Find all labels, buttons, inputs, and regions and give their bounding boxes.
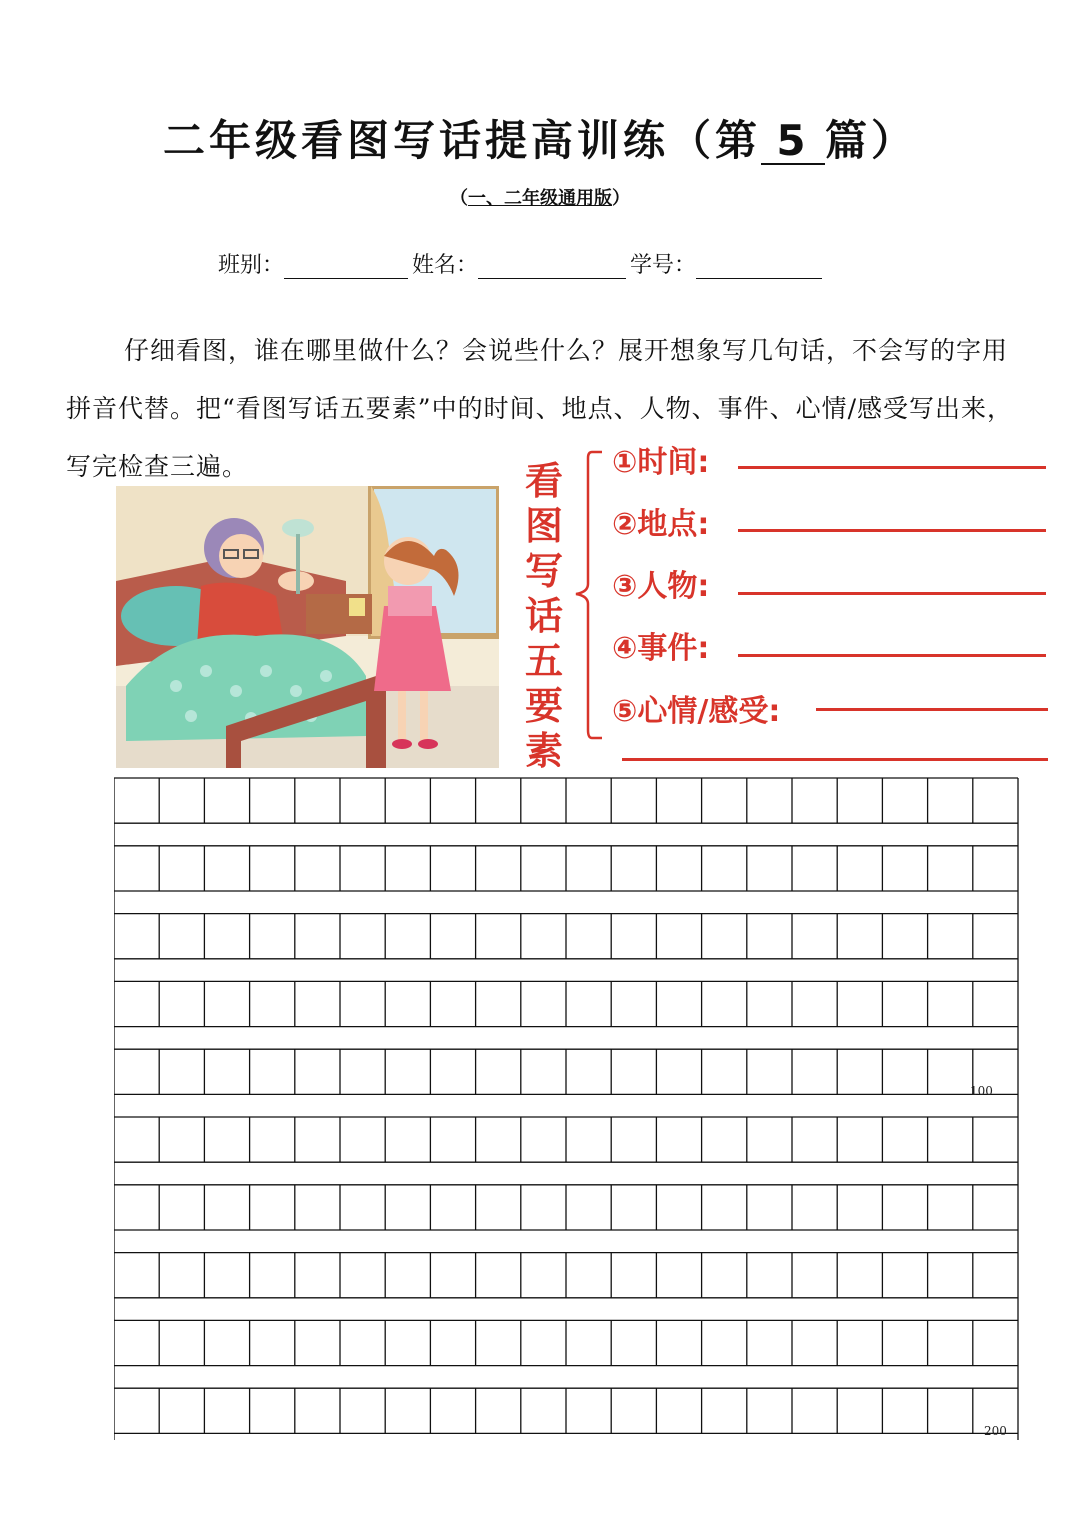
grid-marker-100: 100: [970, 1084, 993, 1098]
page-title: 二年级看图写话提高训练（第 5 篇）: [162, 116, 918, 165]
grid-marker-200: 200: [984, 1424, 1007, 1438]
five-elements-title: 看 图 写 话 五 要 素: [524, 458, 563, 773]
name-label: 姓名：: [412, 253, 479, 278]
element-place: ②地点:: [612, 507, 710, 542]
id-label: 学号：: [630, 253, 697, 278]
title-number: 5: [761, 119, 825, 165]
feeling-answer-line-2[interactable]: [622, 758, 1048, 761]
subtitle: （一、二年级通用版）: [450, 188, 630, 209]
class-label: 班别：: [218, 253, 285, 278]
element-people: ③人物:: [612, 569, 710, 604]
element-time: ①时间:: [612, 445, 710, 480]
people-answer-line[interactable]: [738, 592, 1046, 595]
brace-icon: [568, 448, 608, 748]
time-answer-line[interactable]: [738, 466, 1046, 469]
student-id-field[interactable]: [696, 256, 822, 279]
class-field[interactable]: [284, 256, 408, 279]
student-info: [218, 248, 826, 279]
edition-label: 一、二年级通用版: [468, 188, 612, 209]
feeling-answer-line[interactable]: [816, 708, 1048, 711]
instructions: 仔细看图，谁在哪里做什么？会说些什么？展开想象写几句话，不会写的字用拼音代替。把“看图写话五要素”中的时间、地点、人物、事件、心情/感受写出来，写完检查三遍。: [66, 336, 1013, 481]
illustration-picture: [116, 486, 499, 768]
place-answer-line[interactable]: [738, 529, 1046, 532]
writing-grid[interactable]: [114, 776, 1024, 1444]
name-field[interactable]: [478, 256, 626, 279]
event-answer-line[interactable]: [738, 654, 1046, 657]
element-event: ④事件:: [612, 631, 710, 666]
element-feeling: ⑤心情/感受:: [612, 694, 781, 729]
